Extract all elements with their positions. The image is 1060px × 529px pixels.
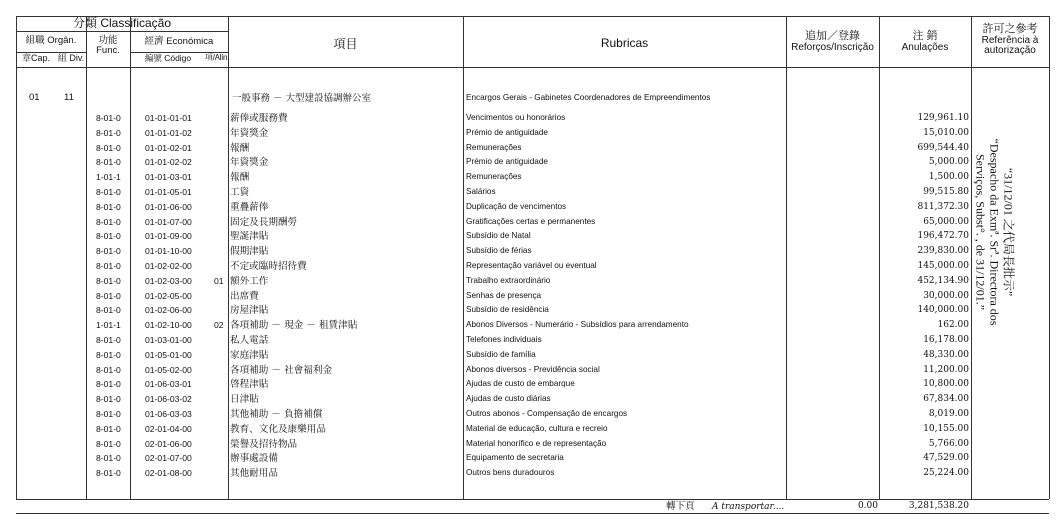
- rule-reforcos-anul: [879, 16, 880, 499]
- row-anulacoes: 25,224.00: [923, 468, 969, 479]
- row-rubrica: Subsídio de Natal: [466, 231, 531, 241]
- row-code: 01-02-06-00: [145, 305, 192, 316]
- row-item: 重疊薪俸: [230, 201, 269, 213]
- row-func: 8-01-0: [96, 349, 121, 360]
- row-anulacoes: 16,178.00: [923, 335, 969, 345]
- header-reforcos: [786, 31, 879, 53]
- section-div: 11: [64, 92, 74, 103]
- row-func: 8-01-0: [96, 113, 121, 123]
- row-anulacoes: 99,515.80: [923, 187, 969, 197]
- row-item: 報酬: [230, 172, 250, 184]
- row-anulacoes: 10,155.00: [923, 423, 969, 434]
- footer-label-pt: A transportar....: [712, 502, 785, 512]
- row-func: 1-01-1: [96, 172, 121, 183]
- row-item: 日津貼: [230, 394, 259, 406]
- row-rubrica: Ajudas de custo diárias: [466, 394, 551, 404]
- row-anulacoes: 65,000.00: [923, 216, 969, 227]
- rule-header-bottom: [16, 67, 1049, 68]
- row-code: 01-01-05-01: [145, 187, 192, 197]
- header-classificacao: 分類 Classificação: [72, 16, 172, 30]
- row-rubrica: Salários: [466, 187, 496, 196]
- row-item: 私人電話: [230, 335, 269, 346]
- row-code: 01-05-02-00: [145, 364, 192, 375]
- row-item: 榮譽及招待物品: [230, 438, 298, 450]
- row-func: 8-01-0: [96, 335, 121, 345]
- row-rubrica: Subsídio de residência: [466, 305, 549, 315]
- row-anulacoes: 239,830.00: [917, 246, 969, 257]
- row-rubrica: Subsídio de família: [466, 349, 536, 359]
- row-anulacoes: 129,961.10: [917, 113, 969, 123]
- row-func: 8-01-0: [96, 290, 121, 301]
- row-func: 8-01-0: [96, 187, 121, 197]
- row-anulacoes: 48,330.00: [923, 349, 969, 360]
- header-cap: [16, 54, 56, 63]
- row-rubrica: Material honorífico e de representação: [466, 438, 607, 448]
- budget-table: [16, 14, 1051, 514]
- row-rubrica: Material de educação, cultura e recreio: [466, 423, 608, 433]
- row-item: 年資獎金: [230, 157, 269, 169]
- rule-item-rubrica: [463, 16, 464, 499]
- rule-left: [16, 16, 17, 499]
- row-item: 出席費: [230, 290, 259, 302]
- header-funcional: [86, 36, 130, 56]
- row-item: 各項補助 － 社會福利金: [230, 364, 333, 376]
- row-rubrica: Telefones individuais: [466, 335, 542, 344]
- row-rubrica: Remunerações: [466, 172, 522, 182]
- row-func: 8-01-0: [96, 453, 121, 464]
- row-anulacoes: 11,200.00: [923, 364, 969, 375]
- row-rubrica: Vencimentos ou honorários: [466, 113, 566, 122]
- row-anulacoes: 15,010.00: [923, 127, 969, 138]
- row-item: 報酬: [230, 142, 250, 154]
- row-anulacoes: 10,800.00: [923, 379, 969, 390]
- section-cap: 01: [29, 92, 40, 103]
- footer-label-zh: 轉下頁: [666, 501, 695, 512]
- row-func: 8-01-0: [96, 246, 121, 257]
- row-anulacoes: 5,000.00: [928, 157, 969, 168]
- header-cap-pt: Cap.: [31, 53, 51, 63]
- row-code: 01-01-02-02: [145, 157, 192, 168]
- row-func: 8-01-0: [96, 157, 121, 168]
- rule-rubrica-reforcos: [786, 16, 787, 499]
- row-func: 8-01-0: [96, 468, 121, 479]
- row-item: 教育、文化及康樂用品: [230, 423, 326, 435]
- header-div-pt: Div.: [69, 53, 85, 63]
- header-autorizacao: [971, 24, 1049, 57]
- row-item: 其他補助 － 負擔補償: [230, 409, 323, 420]
- row-code: 02-01-04-00: [145, 423, 192, 434]
- row-func: 8-01-0: [96, 438, 121, 449]
- header-organica-pt: Orgân.: [47, 35, 77, 46]
- row-item: 房屋津貼: [230, 305, 269, 317]
- row-item: 家庭津貼: [230, 349, 269, 361]
- footer-anulacoes-total: 3,281,538.20: [908, 501, 969, 511]
- header-div: [56, 54, 86, 63]
- rule-bottom: [16, 513, 1049, 514]
- row-anulacoes: 30,000.00: [923, 290, 969, 301]
- row-rubrica: Gratificações certas e permanentes: [466, 216, 596, 226]
- header-funcional-zh: 功能: [98, 35, 118, 46]
- footer-reforcos-total: 0.00: [857, 501, 878, 511]
- row-anulacoes: 140,000.00: [917, 305, 969, 316]
- rule-class-item: [228, 16, 229, 499]
- row-anulacoes: 699,544.40: [917, 142, 969, 153]
- row-code: 01-06-03-01: [145, 379, 192, 390]
- row-anulacoes: 1,500.00: [928, 172, 969, 183]
- row-code: 01-02-03-00: [145, 275, 192, 286]
- row-func: 8-01-0: [96, 423, 121, 434]
- rule-class-sub: [16, 31, 228, 32]
- row-func: 8-01-0: [96, 379, 121, 390]
- row-rubrica: Senhas de presença: [466, 290, 542, 300]
- row-code: 01-01-09-00: [145, 231, 192, 242]
- row-item: 工資: [230, 187, 250, 198]
- row-anulacoes: 196,472.70: [917, 231, 969, 242]
- row-item: 其他耐用品: [230, 468, 278, 480]
- row-rubrica: Equipamento de secretaria: [466, 453, 564, 463]
- row-func: 8-01-0: [96, 261, 121, 271]
- row-item: 假期津貼: [230, 246, 269, 258]
- row-code: 02-01-07-00: [145, 453, 192, 464]
- row-func: 1-01-1: [96, 320, 121, 331]
- row-item: 固定及長期酬勞: [230, 216, 298, 228]
- header-anulacoes-pt: Anulações: [901, 41, 949, 53]
- row-func: 8-01-0: [96, 201, 121, 212]
- row-anulacoes: 47,529.00: [923, 453, 969, 464]
- row-rubrica: Subsídio de férias: [466, 246, 532, 256]
- row-anulacoes: 452,134.90: [917, 275, 969, 286]
- row-item: 各項補助 － 現金 － 租賃津貼: [230, 320, 358, 332]
- row-code: 01-01-01-02: [145, 127, 192, 138]
- row-func: 8-01-0: [96, 409, 121, 419]
- row-code: 01-01-06-00: [145, 201, 192, 212]
- row-func: 8-01-0: [96, 305, 121, 316]
- row-rubrica: Abonos diversos - Previdência social: [466, 364, 600, 374]
- row-code: 01-01-02-01: [145, 142, 192, 153]
- row-func: 8-01-0: [96, 364, 121, 375]
- row-code: 01-01-07-00: [145, 216, 192, 227]
- row-rubrica: Prémio de antiguidade: [466, 127, 548, 137]
- row-code: 01-01-10-00: [145, 246, 192, 257]
- row-rubrica: Prémio de antiguidade: [466, 157, 548, 167]
- rule-right: [1049, 16, 1050, 499]
- header-organica: [16, 36, 86, 46]
- row-func: 8-01-0: [96, 394, 121, 405]
- row-anulacoes: 5,766.00: [928, 438, 969, 449]
- header-reforcos-pt: Reforços/Inscrição: [791, 41, 874, 53]
- header-reforcos-zh: 追加／登錄: [805, 30, 860, 42]
- row-rubrica: Ajudas de custo de embarque: [466, 379, 575, 389]
- rule-org-func: [86, 16, 87, 499]
- header-div-zh: 組: [57, 53, 67, 63]
- row-rubrica: Trabalho extraordinário: [466, 275, 551, 285]
- row-rubrica: Outros bens duradouros: [466, 468, 555, 478]
- row-code: 01-05-01-00: [145, 349, 192, 360]
- header-codigo: 編號 Código: [144, 53, 192, 63]
- row-func: 8-01-0: [96, 127, 121, 138]
- row-code: 01-01-01-01: [145, 113, 192, 123]
- row-func: 8-01-0: [96, 275, 121, 286]
- row-anulacoes: 145,000.00: [917, 261, 969, 271]
- rule-func-code: [130, 16, 131, 499]
- row-code: 01-03-01-00: [145, 335, 192, 345]
- row-alin: 01: [214, 275, 224, 286]
- authorization-line2: “Despacho da Exmª. Srª. Directora dos: [987, 138, 1002, 326]
- row-code: 02-01-08-00: [145, 468, 192, 479]
- header-autorizacao-pt2: autorização: [984, 45, 1036, 57]
- header-organica-zh: 組職: [25, 35, 45, 46]
- header-rubricas: Rubricas: [600, 36, 649, 50]
- header-funcional-pt: Func.: [96, 44, 120, 56]
- authorization-note: [973, 112, 1014, 352]
- row-anulacoes: 162.00: [937, 320, 969, 331]
- row-rubrica: Remunerações: [466, 142, 522, 152]
- header-item: 項目: [333, 37, 358, 51]
- section-rubrica: Encargos Gerais - Gabinetes Coordenadores de Empreendimentos: [466, 93, 711, 102]
- row-alin: 02: [214, 320, 224, 331]
- header-cap-zh: 章: [21, 53, 31, 63]
- row-func: 8-01-0: [96, 142, 121, 153]
- row-item: 不定或臨時招待費: [230, 261, 307, 272]
- row-func: 8-01-0: [96, 216, 121, 227]
- row-anulacoes: 811,372.30: [917, 201, 969, 212]
- header-autorizacao-pt1: Referência à: [981, 34, 1039, 46]
- header-anulacoes-zh: 注 銷: [912, 30, 938, 42]
- row-item: 辦事處設備: [230, 453, 278, 465]
- row-item: 薪俸或服務費: [230, 113, 288, 124]
- row-item: 啓程津貼: [230, 379, 269, 391]
- row-rubrica: Outros abonos - Compensação de encargos: [466, 409, 628, 418]
- row-code: 01-02-05-00: [145, 290, 192, 301]
- row-code: 01-06-03-02: [145, 394, 192, 405]
- row-anulacoes: 67,834.00: [923, 394, 969, 405]
- row-code: 01-02-10-00: [145, 320, 192, 331]
- row-code: 01-02-02-00: [145, 261, 192, 271]
- header-economica: 經濟 Económica: [144, 36, 214, 47]
- row-item: 年資獎金: [230, 127, 269, 139]
- row-anulacoes: 8,019.00: [928, 409, 969, 419]
- header-autorizacao-zh: 許可之參考: [982, 23, 1038, 35]
- row-item: 聖誕津貼: [230, 231, 269, 243]
- authorization-line3: Serviços, Subst°. , de 31/12/01.”: [974, 153, 989, 311]
- row-rubrica: Abonos Diversos - Numerário - Subsídios para arrendamento: [466, 320, 689, 330]
- authorization-line1: “31/12/01 之代局長批示”: [1001, 167, 1016, 297]
- header-alin: 項/Alín.: [205, 53, 230, 62]
- row-item: 額外工作: [230, 275, 269, 287]
- row-code: 01-06-03-03: [145, 409, 192, 419]
- section-item: 一般事務 － 大型建設協調辦公室: [232, 93, 372, 104]
- rule-footer-top: [16, 499, 1049, 500]
- row-code: 02-01-06-00: [145, 438, 192, 449]
- row-code: 01-01-03-01: [145, 172, 192, 183]
- row-rubrica: Duplicação de vencimentos: [466, 201, 567, 211]
- row-func: 8-01-0: [96, 231, 121, 242]
- rule-anul-auth: [971, 16, 972, 499]
- header-anulacoes: [879, 31, 971, 53]
- row-rubrica: Representação variável ou eventual: [466, 261, 597, 270]
